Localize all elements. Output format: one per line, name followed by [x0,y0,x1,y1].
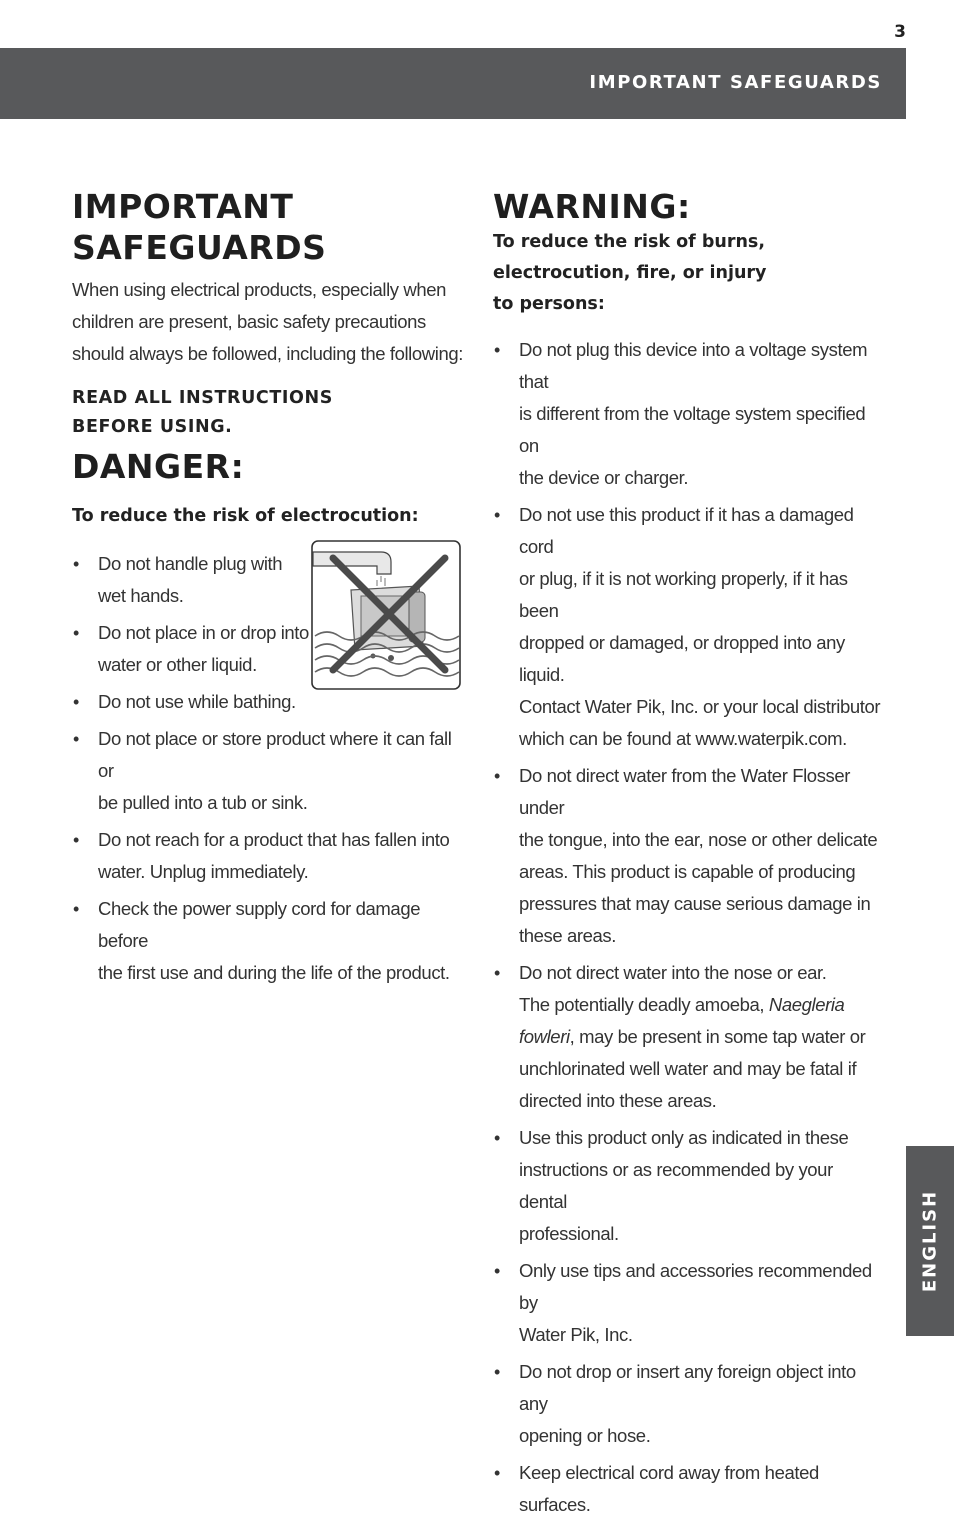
intro-paragraph: When using electrical products, especially when children are present, basic safety precautions should always be followed, including the following: [72,279,463,364]
list-item: • Do not plug this device into a voltage system that is different from the voltage system specified on the device or charger. [494,339,868,488]
list-item: • Do not direct water from the Water Flosser under the tongue, into the ear, nose or other delicate areas. This product is capable of producing pressures that may cause serious damage in these areas. [494,765,878,946]
page-number: 3 [894,22,906,42]
warning-subheading: To reduce the risk of burns, electrocution, fire, or injury to persons: [493,232,767,314]
list-item: • Only use tips and accessories recommended by Water Pik, Inc. [494,1260,872,1345]
warning-list [493,334,885,1521]
right-column [493,186,885,1521]
language-tab-label: ENGLISH [919,1189,941,1293]
danger-subheading: To reduce the risk of electrocution: [72,506,419,526]
list-item: • Do not place in or drop into water or other liquid. [73,622,309,675]
list-item: • Do not handle plug with wet hands. [73,553,283,606]
list-item: • Do not drop or insert any foreign object into any opening or hose. [494,1361,856,1446]
read-all-instructions: READ ALL INSTRUCTIONS BEFORE USING. [72,388,333,437]
list-item: • Do not place or store product where it can fall or be pulled into a tub or sink. [73,728,452,813]
safeguards-heading: IMPORTANT SAFEGUARDS [72,187,327,267]
list-item: • Check the power supply cord for damage before the first use and during the life of the product. [73,898,450,983]
list-item: • Use this product only as indicated in these instructions or as recommended by your dental professional. [494,1127,849,1244]
left-column [72,186,464,989]
list-item: • Do not use this product if it has a damaged cord or plug, if it is not working properly, if it has been dropped or damaged, or dropped into any liquid. Contact Water Pik, Inc. or your local distributor which can be found at www.waterpik.com. [494,504,881,749]
list-item: • Keep electrical cord away from heated surfaces. [494,1462,819,1515]
header-bar [0,48,906,119]
list-item: • Do not direct water into the nose or ear. The potentially deadly amoeba, Naegleria fowleri, may be present in some tap water or unchlorinated well water and may be fatal if directed into these areas. [494,962,866,1111]
list-item: • Do not reach for a product that has fallen into water. Unplug immediately. [73,829,450,882]
danger-heading: DANGER: [72,447,245,486]
language-tab [906,1146,954,1336]
no-water-device-icon [311,540,461,690]
warning-heading: WARNING: [493,187,691,226]
header-title: IMPORTANT SAFEGUARDS [589,72,882,93]
list-item: • Do not use while bathing. [73,691,296,712]
